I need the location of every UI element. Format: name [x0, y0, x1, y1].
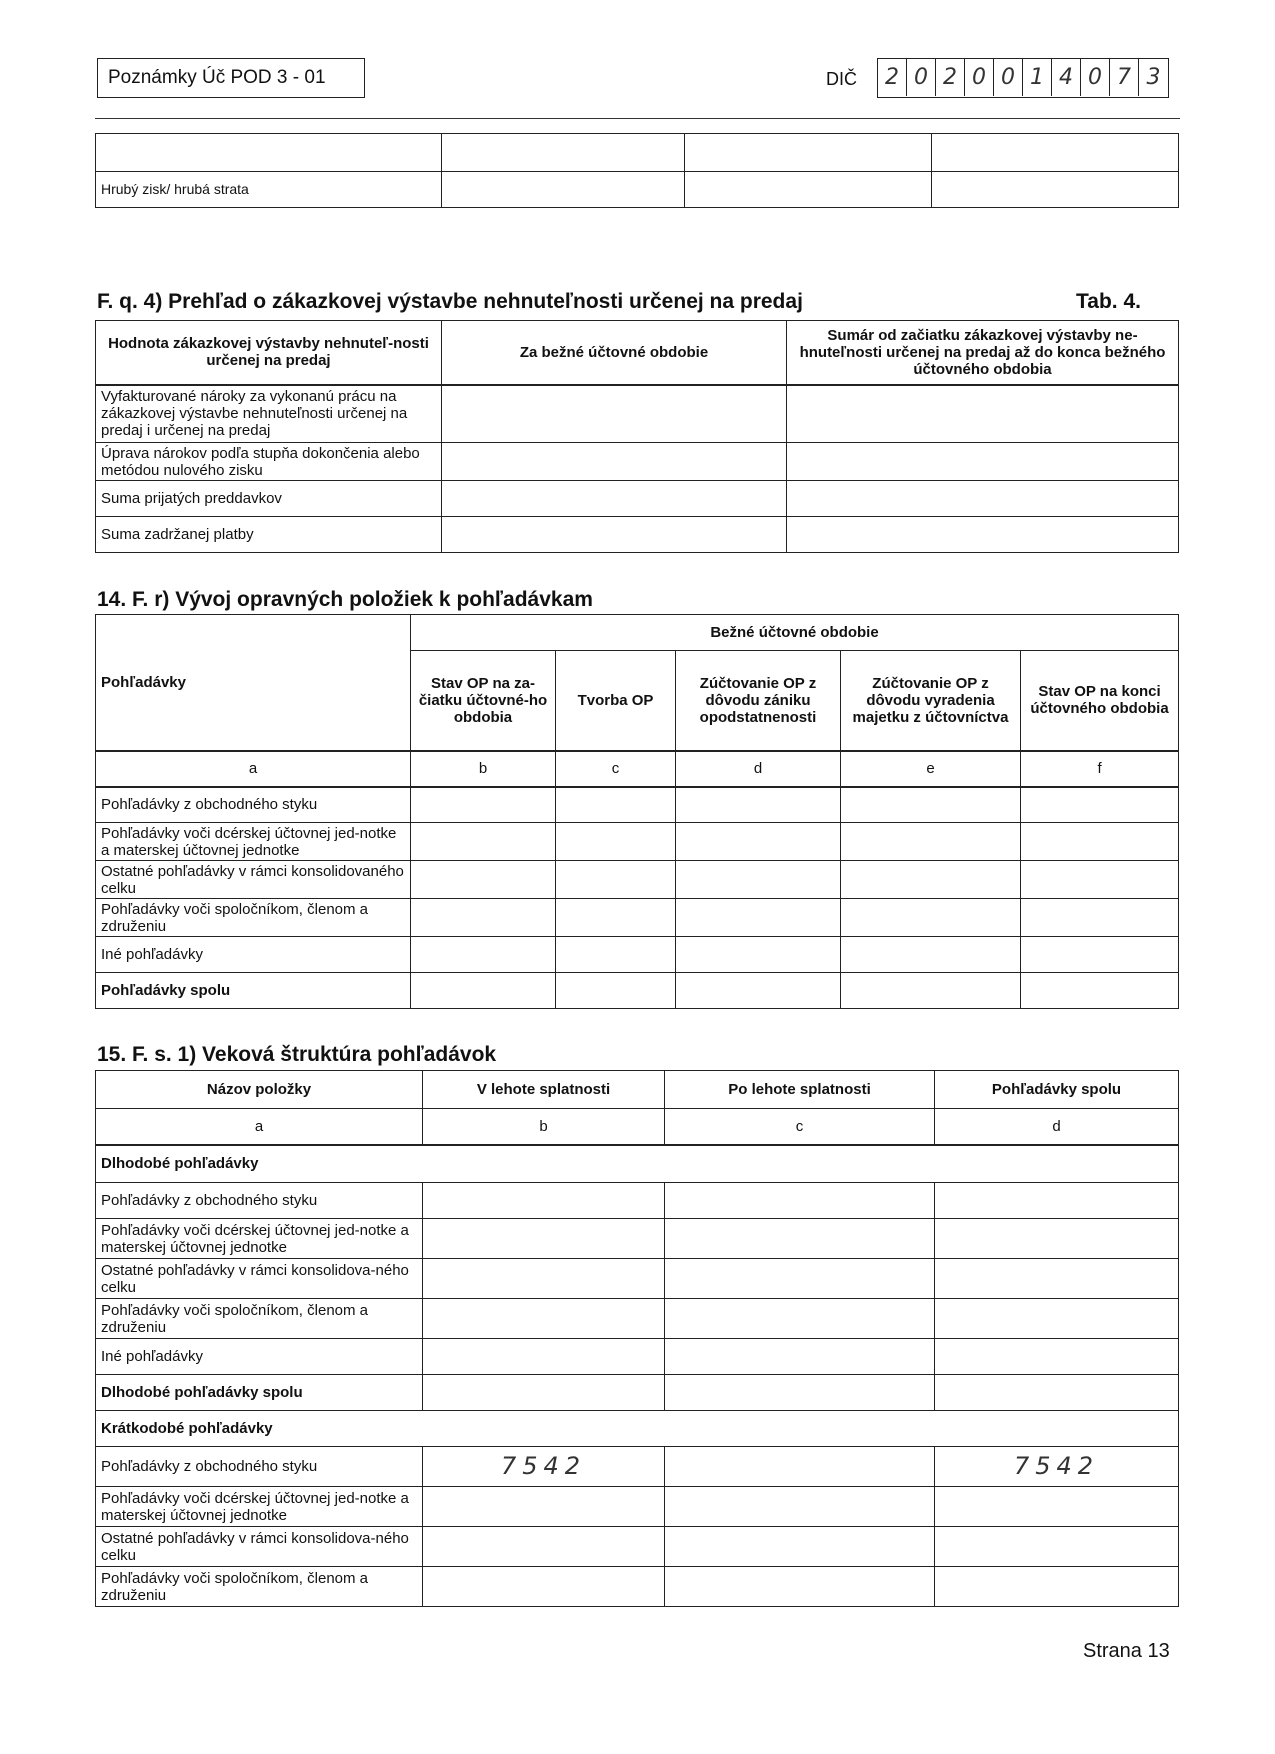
period-header: Bežné účtovné obdobie	[411, 615, 1179, 651]
form-label: Poznámky Úč POD 3 - 01	[108, 67, 326, 88]
col-header: Tvorba OP	[556, 651, 676, 751]
col-header: Za bežné účtovné obdobie	[442, 321, 787, 385]
col-letter: c	[665, 1109, 935, 1145]
value-cell[interactable]	[423, 1567, 665, 1607]
value-cell[interactable]	[442, 517, 787, 553]
section-f4-title: F. q. 4) Prehľad o zákazkovej výstavbe nehnuteľnosti určenej na predaj	[97, 290, 803, 313]
value-cell[interactable]	[442, 172, 685, 208]
gross-profit-label: Hrubý zisk/ hrubá strata	[96, 172, 442, 208]
dic-digit[interactable]: 0	[1081, 59, 1110, 96]
row-label: Pohľadávky voči dcérskej účtovnej jed-notke a materskej účtovnej jednotke	[96, 1219, 423, 1259]
row-label: Pohľadávky voči spoločníkom, členom a združeniu	[96, 1567, 423, 1607]
row-label: Pohľadávky z obchodného styku	[96, 1447, 423, 1487]
dic-digit[interactable]: 4	[1052, 59, 1081, 96]
dic-digit[interactable]: 0	[907, 59, 936, 96]
row-label: Iné pohľadávky	[96, 937, 411, 973]
row-label: Pohľadávky voči dcérskej účtovnej jed-notke a materskej účtovnej jednotke	[96, 1487, 423, 1527]
row-label: Pohľadávky voči dcérskej účtovnej jed-notke a materskej účtovnej jednotke	[96, 823, 411, 861]
value-cell[interactable]	[787, 443, 1179, 481]
value-cell[interactable]	[442, 481, 787, 517]
dic-digit[interactable]: 7	[1110, 59, 1139, 96]
col-header: Po lehote splatnosti	[665, 1071, 935, 1109]
col-letter: c	[556, 751, 676, 787]
value-cell[interactable]	[935, 1527, 1179, 1567]
group-header-long-term: Dlhodobé pohľadávky	[96, 1145, 1179, 1183]
value-cell[interactable]	[787, 481, 1179, 517]
dic-digit[interactable]: 1	[1023, 59, 1052, 96]
col-letter: d	[676, 751, 841, 787]
col-letter: b	[423, 1109, 665, 1145]
value-cell[interactable]	[685, 172, 932, 208]
col-header: Zúčtovanie OP z dôvodu zániku opodstatnenosti	[676, 651, 841, 751]
value-cell[interactable]	[787, 517, 1179, 553]
col-header: Hodnota zákazkovej výstavby nehnuteľ-nosti určenej na predaj	[96, 321, 442, 385]
value-cell[interactable]	[665, 1487, 935, 1527]
receivables-header: Pohľadávky	[96, 615, 411, 751]
value-cell[interactable]	[423, 1527, 665, 1567]
col-header: Sumár od začiatku zákazkovej výstavby ne-hnuteľnosti určenej na predaj až do konca bežného účtovného obdobia	[787, 321, 1179, 385]
group-header-short-term: Krátkodobé pohľadávky	[96, 1411, 1179, 1447]
header-divider	[95, 118, 1180, 119]
row-label: Ostatné pohľadávky v rámci konsolidova-ného celku	[96, 1527, 423, 1567]
row-label: Vyfakturované nároky za vykonanú prácu na zákazkovej výstavbe nehnuteľnosti určenej na predaj i určenej na predaj	[96, 385, 442, 443]
gross-profit-table	[95, 133, 1179, 208]
section-14-table	[95, 614, 1179, 1009]
row-label: Iné pohľadávky	[96, 1339, 423, 1375]
col-letter: a	[96, 751, 411, 787]
col-letter: f	[1021, 751, 1179, 787]
dic-digit[interactable]: 2	[936, 59, 965, 96]
value-cell[interactable]	[665, 1567, 935, 1607]
long-term-total-label: Dlhodobé pohľadávky spolu	[96, 1375, 423, 1411]
dic-digit[interactable]: 2	[878, 59, 907, 96]
col-header: Zúčtovanie OP z dôvodu vyradenia majetku z účtovníctva	[841, 651, 1021, 751]
value-cell[interactable]	[932, 172, 1179, 208]
dic-digit[interactable]: 3	[1146, 65, 1161, 90]
row-label: Pohľadávky voči spoločníkom, členom a združeniu	[96, 899, 411, 937]
tab-label: Tab. 4.	[1076, 290, 1141, 313]
value-cell[interactable]	[787, 385, 1179, 443]
value-cell[interactable]	[935, 1567, 1179, 1607]
section-14-title: 14. F. r) Vývoj opravných položiek k pohľadávkam	[97, 588, 593, 611]
row-label: Ostatné pohľadávky v rámci konsolidovaného celku	[96, 861, 411, 899]
dic-digit[interactable]: 0	[994, 59, 1023, 96]
handwritten-value[interactable]: 7542	[935, 1447, 1179, 1487]
page-number: Strana 13	[1083, 1640, 1170, 1662]
col-letter: d	[935, 1109, 1179, 1145]
dic-label: DIČ	[826, 69, 857, 89]
col-header: Stav OP na konci účtovného obdobia	[1021, 651, 1179, 751]
row-label: Ostatné pohľadávky v rámci konsolidova-ného celku	[96, 1259, 423, 1299]
row-label: Pohľadávky z obchodného styku	[96, 1183, 423, 1219]
col-header: Stav OP na za-čiatku účtovné-ho obdobia	[411, 651, 556, 751]
value-cell[interactable]	[442, 443, 787, 481]
section-f4-table	[95, 320, 1179, 553]
row-label: Suma zadržanej platby	[96, 517, 442, 553]
dic-digit[interactable]: 0	[965, 59, 994, 96]
value-cell[interactable]	[423, 1487, 665, 1527]
dic-digit-boxes	[877, 58, 1169, 98]
row-label: Suma prijatých preddavkov	[96, 481, 442, 517]
col-header: V lehote splatnosti	[423, 1071, 665, 1109]
value-cell[interactable]	[442, 385, 787, 443]
row-label: Úprava nárokov podľa stupňa dokončenia alebo metódou nulového zisku	[96, 443, 442, 481]
col-letter: b	[411, 751, 556, 787]
handwritten-value[interactable]: 7542	[423, 1447, 665, 1487]
col-letter: a	[96, 1109, 423, 1145]
row-label: Pohľadávky z obchodného styku	[96, 787, 411, 823]
col-letter: e	[841, 751, 1021, 787]
total-row-label: Pohľadávky spolu	[96, 973, 411, 1009]
col-header: Pohľadávky spolu	[935, 1071, 1179, 1109]
col-header: Názov položky	[96, 1071, 423, 1109]
section-15-table	[95, 1070, 1179, 1607]
form-label-box	[97, 58, 365, 98]
value-cell[interactable]	[665, 1527, 935, 1567]
value-cell[interactable]	[935, 1487, 1179, 1527]
row-label: Pohľadávky voči spoločníkom, členom a združeniu	[96, 1299, 423, 1339]
value-cell[interactable]	[665, 1447, 935, 1487]
section-15-title: 15. F. s. 1) Veková štruktúra pohľadávok	[97, 1043, 497, 1066]
